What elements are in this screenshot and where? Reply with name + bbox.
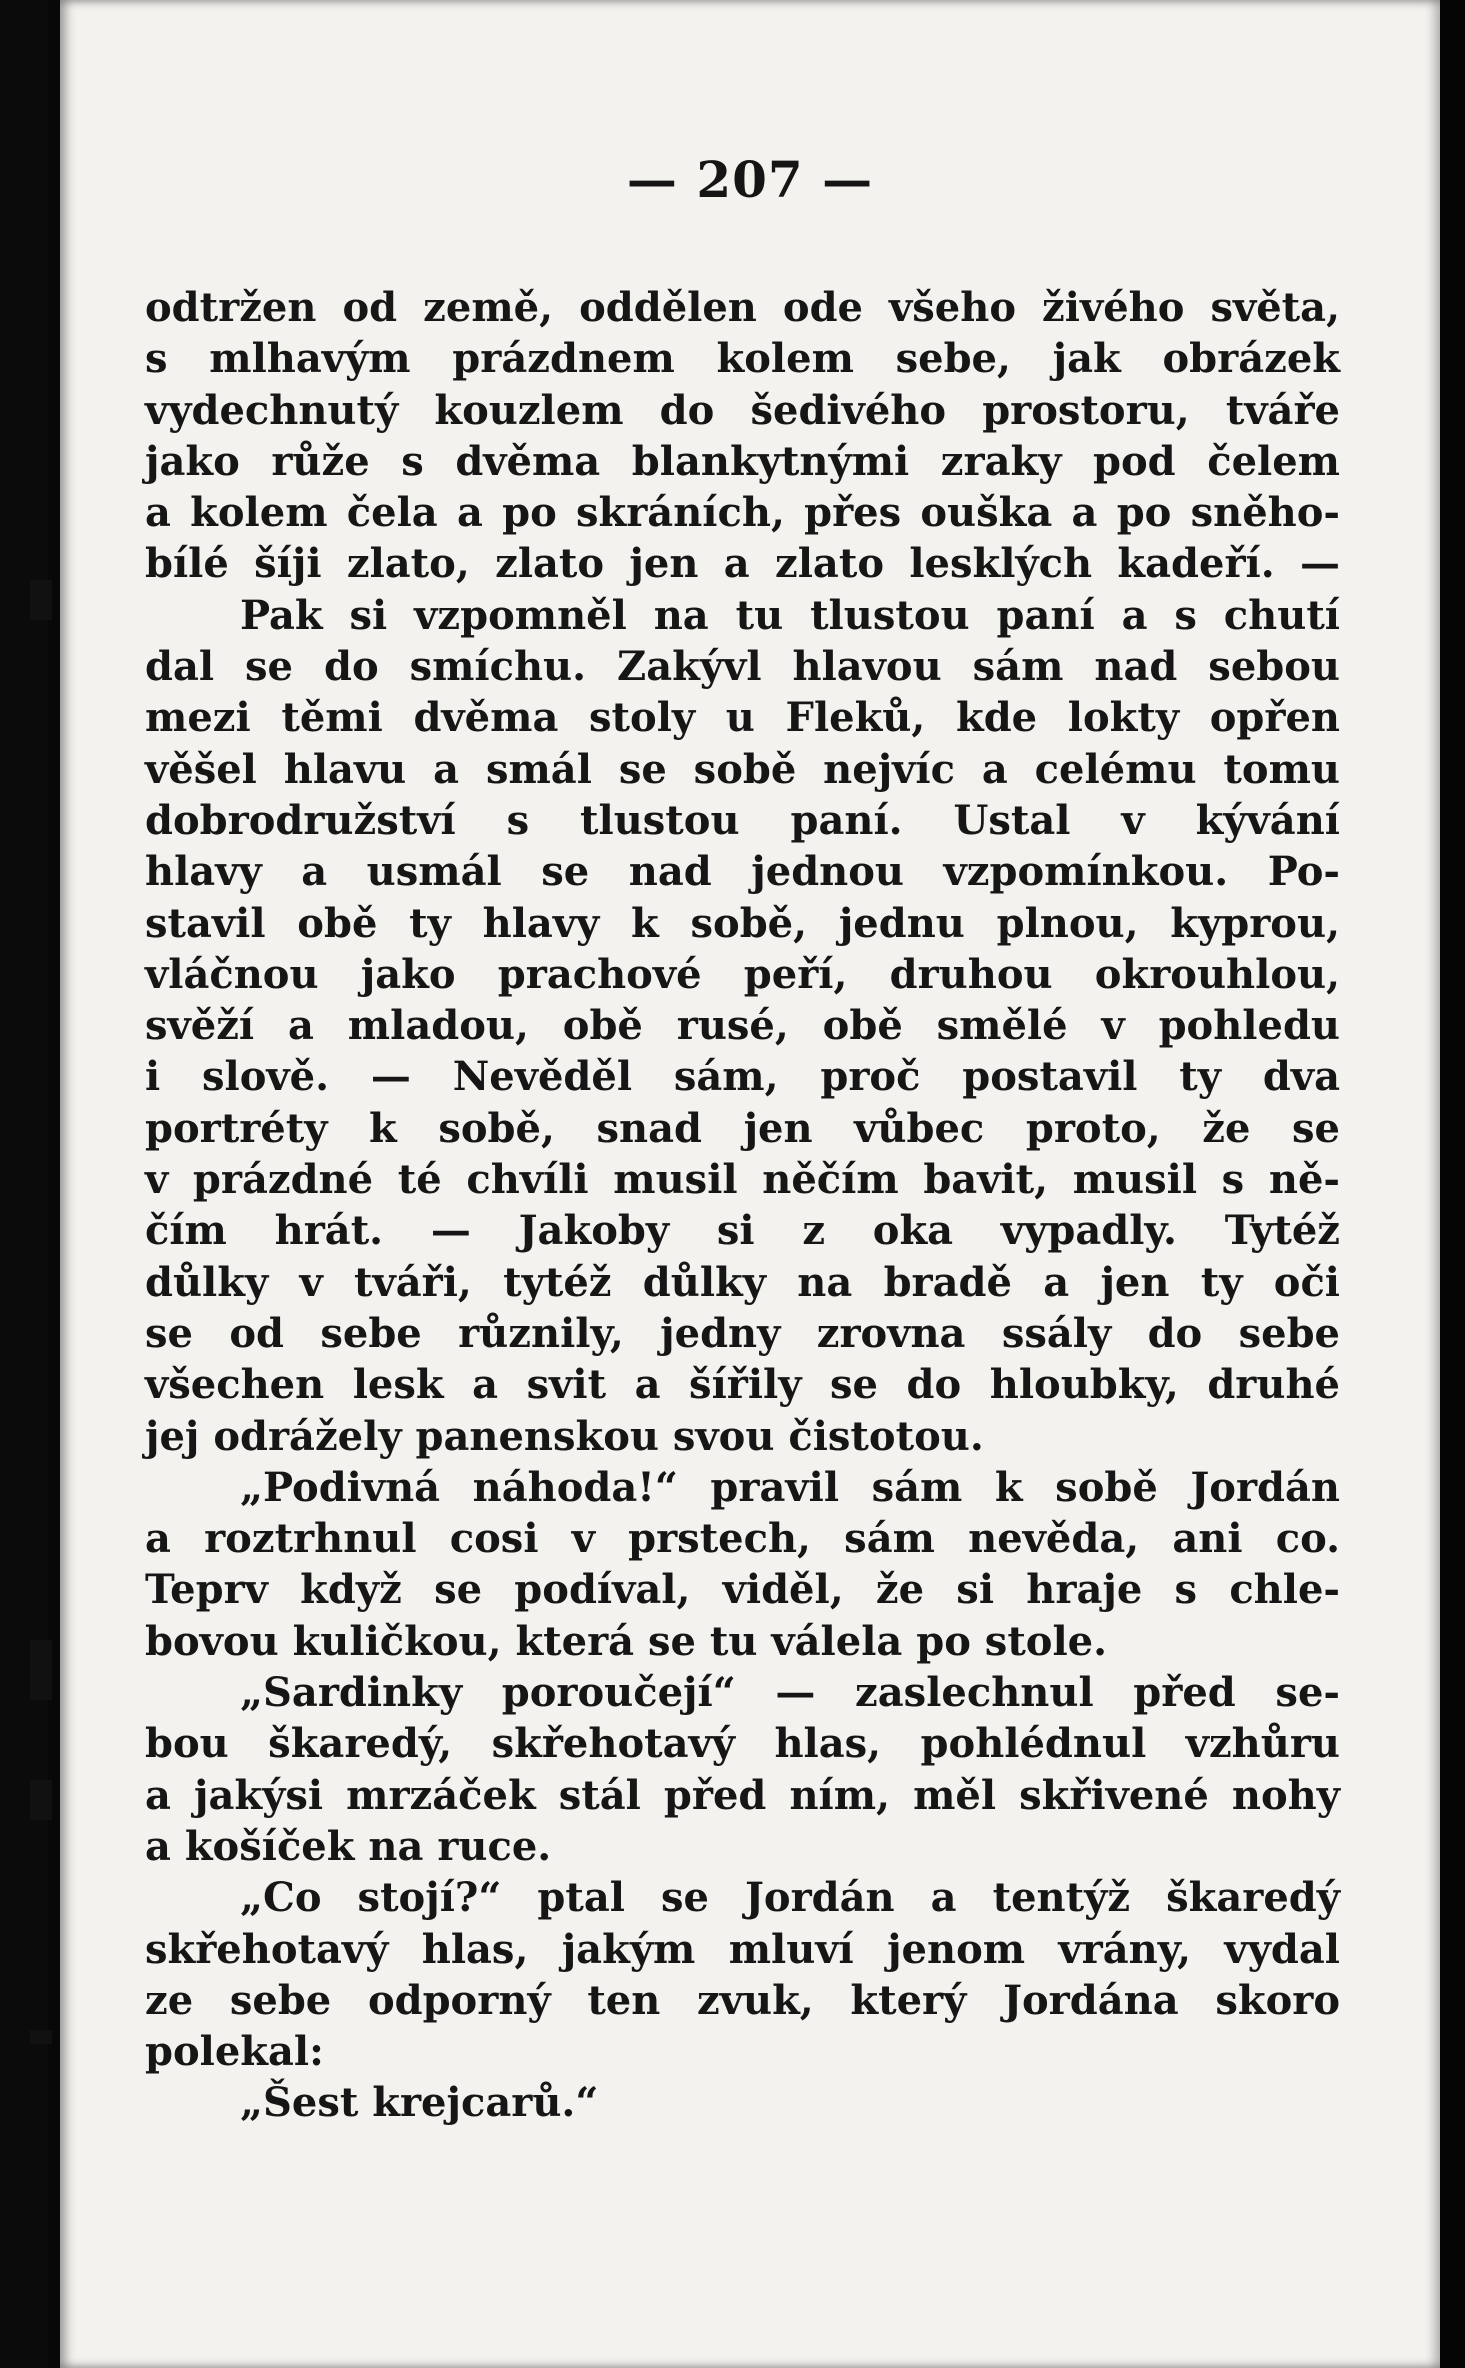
text-line: a roztrhnul cosi v prstech, sám nevěda, ani co. [145, 1515, 1340, 1563]
text-line: stavil obě ty hlavy k sobě, jednu plnou, kyprou, [145, 899, 1340, 947]
left-binding-edge [0, 0, 48, 2368]
binding-mark [30, 580, 52, 620]
text-line: ze sebe odporný ten zvuk, který Jordána skoro [145, 1976, 1340, 2024]
text-line: v prázdné té chvíli musil něčím bavit, musil s ně- [145, 1156, 1340, 1204]
text-line: i slově. — Nevěděl sám, proč postavil ty dva [145, 1053, 1340, 1101]
page-number: — 207 — [626, 150, 874, 209]
text-line: věšel hlavu a smál se sobě nejvíc a celému tomu [145, 745, 1340, 793]
text-line: dobrodružství s tlustou paní. Ustal v kývání [145, 796, 1340, 844]
binding-mark [30, 2030, 52, 2044]
text-line: čím hrát. — Jakoby si z oka vypadly. Tytéž [145, 1207, 1340, 1255]
text-line: jej odrážely panenskou svou čistotou. [145, 1412, 984, 1460]
text-line: všechen lesk a svit a šířily se do hloubky, druhé [145, 1361, 1340, 1409]
text-line: vydechnutý kouzlem do šedivého prostoru, tváře [145, 386, 1340, 434]
text-line: a kolem čela a po skráních, přes ouška a po sněho- [145, 489, 1340, 537]
text-line: důlky v tváři, tytéž důlky na bradě a jen ty oči [145, 1258, 1340, 1306]
text-line: svěží a mladou, obě rusé, obě smělé v pohledu [145, 1002, 1340, 1050]
text-line: bílé šíji zlato, zlato jen a zlato lesklých kadeří. — [145, 540, 1340, 588]
text-line: odtržen od země, oddělen ode všeho živého světa, [145, 284, 1340, 331]
text-line: se od sebe různily, jedny zrovna ssály do sebe [145, 1309, 1340, 1357]
text-line: Teprv když se podíval, viděl, že si hraje s chle- [145, 1566, 1340, 1614]
text-line: vláčnou jako prachové peří, druhou okrouhlou, [145, 950, 1340, 998]
text-line: „Šest krejcarů.“ [240, 2079, 599, 2127]
text-line: hlavy a usmál se nad jednou vzpomínkou. Po- [145, 848, 1340, 896]
text-line: mezi těmi dvěma stoly u Fleků, kde lokty opřen [145, 694, 1340, 742]
text-line: „Sardinky poroučejí“ — zaslechnul před se- [240, 1669, 1340, 1717]
text-line: polekal: [145, 2028, 324, 2076]
binding-mark [30, 1640, 52, 1700]
page-sheet [60, 0, 1440, 2368]
right-page-edge [1440, 0, 1465, 2368]
text-line: jako růže s dvěma blankytnými zraky pod čelem [145, 437, 1340, 485]
text-line: s mlhavým prázdnem kolem sebe, jak obrázek [145, 335, 1340, 383]
text-line: bovou kuličkou, která se tu válela po stole. [145, 1617, 1108, 1665]
binding-mark [30, 1780, 52, 1820]
text-line: Pak si vzpomněl na tu tlustou paní a s chutí [240, 591, 1340, 639]
body-text [145, 282, 1340, 2129]
text-line: skřehotavý hlas, jakým mluví jenom vrány, vydal [145, 1925, 1340, 1973]
text-line: „Co stojí?“ ptal se Jordán a tentýž škaredý [240, 1874, 1340, 1922]
text-line: bou škaredý, skřehotavý hlas, pohlédnul vzhůru [145, 1720, 1340, 1768]
text-line: „Podivná náhoda!“ pravil sám k sobě Jordán [240, 1463, 1340, 1511]
text-line: portréty k sobě, snad jen vůbec proto, že se [145, 1104, 1340, 1152]
text-line: a košíček na ruce. [145, 1822, 552, 1870]
text-line: dal se do smíchu. Zakývl hlavou sám nad sebou [145, 643, 1340, 691]
text-line: a jakýsi mrzáček stál před ním, měl skřivené nohy [145, 1771, 1340, 1819]
